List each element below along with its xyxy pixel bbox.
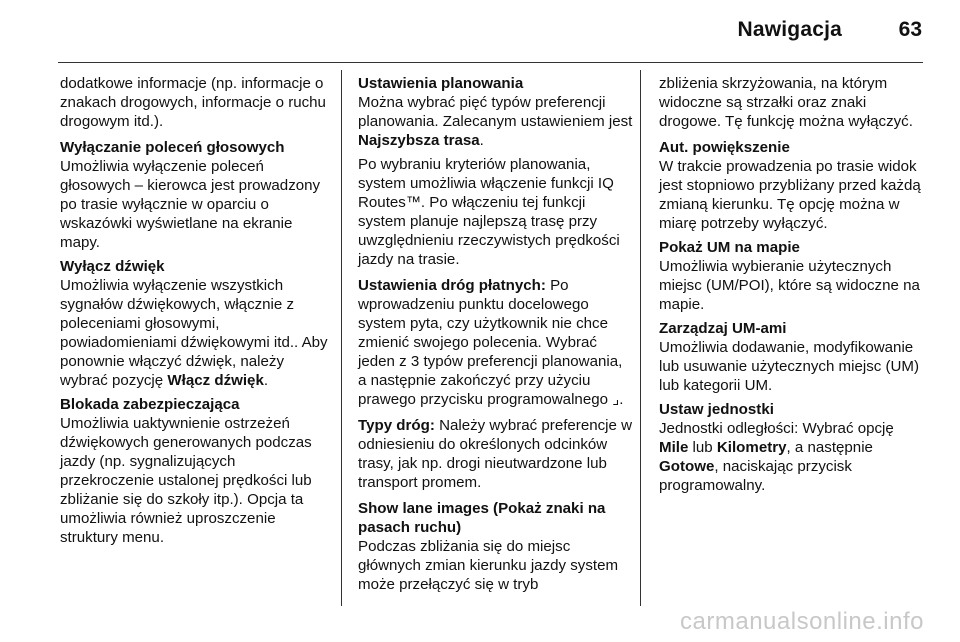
- column-2: [358, 74, 634, 599]
- section-auto-zoom: [659, 138, 921, 233]
- option-miles: Mile: [659, 439, 689, 456]
- section-heading: Show lane images (Pokaż znaki na pasach ruchu): [358, 500, 606, 536]
- column-1: [60, 74, 330, 552]
- section-body: Podczas zbliżania się do miejsc głównych zmian kierunku jazdy system może przełączyć się w tryb: [358, 538, 619, 593]
- section-body: Umożliwia wyłączenie wszystkich sygnałów dźwiękowych, włącznie z poleceniami głosowymi, powiadomieniami dźwiękowymi itd.. Aby ponownie włączyć dźwięk, należy wybrać pozycję: [60, 277, 328, 389]
- section-heading: Ustaw jednostki: [659, 401, 774, 418]
- section-heading: Wyłącz dźwięk: [60, 258, 165, 275]
- section-voice-off: [60, 138, 330, 252]
- section-heading: Zarządzaj UM-ami: [659, 320, 787, 337]
- section-units: Ustaw jednostki Jednostki odległości: Wybrać opcję Mile lub Kilometry, a następnie Gotowe, naciskając przycisk programowalny.: [659, 400, 921, 495]
- section-heading: Wyłączanie poleceń głosowych: [60, 139, 285, 156]
- header-rule: [58, 62, 923, 63]
- section-body: Umożliwia wyłączenie poleceń głosowych – kierowca jest prowadzony po trasie wyłącznie w oparciu o wskazówki wyświetlane na ekranie mapy.: [60, 158, 321, 251]
- inline-heading: Typy dróg:: [358, 417, 435, 434]
- column-divider-2: [640, 70, 641, 606]
- column-divider-1: [341, 70, 342, 606]
- section-body: Można wybrać pięć typów preferencji planowania. Zalecanym ustawieniem jest: [358, 94, 633, 130]
- section-body: Umożliwia dodawanie, modyfikowanie lub usuwanie użytecznych miejsc (UM) lub kategorii UM.: [659, 339, 920, 394]
- watermark: carmanualsonline.info: [680, 608, 924, 635]
- section-toll-roads: [358, 276, 634, 409]
- section-body: Po wprowadzeniu punktu docelowego system pyta, czy użytkownik nie chce zmienić swojego polecenia. Wybrać jeden z 3 typów preferencji planowania, a następnie zakończyć przy użyciu prawego przycisku programowalnego ⌟.: [358, 277, 624, 408]
- section-route-planning: Ustawienia planowania Można wybrać pięć typów preferencji planowania. Zalecanym ustawieniem jest Najszybsza trasa.: [358, 75, 633, 149]
- section-body: Należy wybrać preferencje w odniesieniu do określonych odcinków trasy, jak np. drogi nieutwardzone lub transport promem.: [358, 417, 633, 491]
- bold-term: Włącz dźwięk: [167, 372, 264, 389]
- option-done: Gotowe: [659, 458, 715, 475]
- section-heading: Aut. powiększenie: [659, 139, 790, 156]
- page-number: 63: [898, 18, 922, 41]
- section-heading: Pokaż UM na mapie: [659, 239, 800, 256]
- iq-routes-paragraph: Po wybraniu kryteriów planowania, system umożliwia włączenie funkcji IQ Routes™. Po włączeniu tej funkcji system planuje najlepszą trasę przy uwzględnieniu rzeczywistych prędkości jazdy na trasie.: [358, 156, 620, 268]
- section-body: W trakcie prowadzenia po trasie widok jest stopniowo przybliżany przed każdą zmianą kierunku. Tę opcję można w miarę potrzeby wyłączyć.: [659, 158, 921, 232]
- option-kilometers: Kilometry: [716, 439, 787, 456]
- intro-paragraph: zbliżenia skrzyżowania, na którym widoczne są strzałki oraz znaki drogowe. Tę funkcję można wyłączyć.: [659, 75, 913, 130]
- section-body: Umożliwia wybieranie użytecznych miejsc (UM/POI), które są widoczne na mapie.: [659, 258, 920, 313]
- page-header: [0, 0, 960, 62]
- section-sound-off: Wyłącz dźwięk Umożliwia wyłączenie wszystkich sygnałów dźwiękowych, włącznie z poleceniami głosowymi, powiadomieniami dźwiękowymi itd.. Aby ponownie włączyć dźwięk, należy wybrać pozycję Włącz dźwięk.: [60, 257, 330, 390]
- section-safety-lock: [60, 395, 330, 547]
- section-title: Nawigacja: [737, 18, 842, 41]
- inline-heading: Ustawienia dróg płatnych:: [358, 277, 546, 294]
- column-3: [659, 74, 921, 500]
- section-lane-images: [358, 499, 634, 594]
- section-heading: Blokada zabezpieczająca: [60, 396, 240, 413]
- bold-term: Najszybsza trasa: [358, 132, 480, 149]
- section-show-poi: [659, 238, 921, 314]
- section-road-types: [358, 416, 634, 492]
- intro-paragraph: dodatkowe informacje (np. informacje o znakach drogowych, informacje o ruchu drogowym itd.).: [60, 75, 326, 130]
- section-body: Umożliwia uaktywnienie ostrzeżeń dźwiękowych generowanych podczas jazdy (np. sygnalizujących przekroczenie ustalonej prędkości lub zbliżanie się do szkoły itp.). Opcja ta umożliwia również uproszczenie struktury menu.: [60, 415, 312, 546]
- section-heading: Ustawienia planowania: [358, 75, 524, 92]
- section-manage-poi: [659, 319, 921, 395]
